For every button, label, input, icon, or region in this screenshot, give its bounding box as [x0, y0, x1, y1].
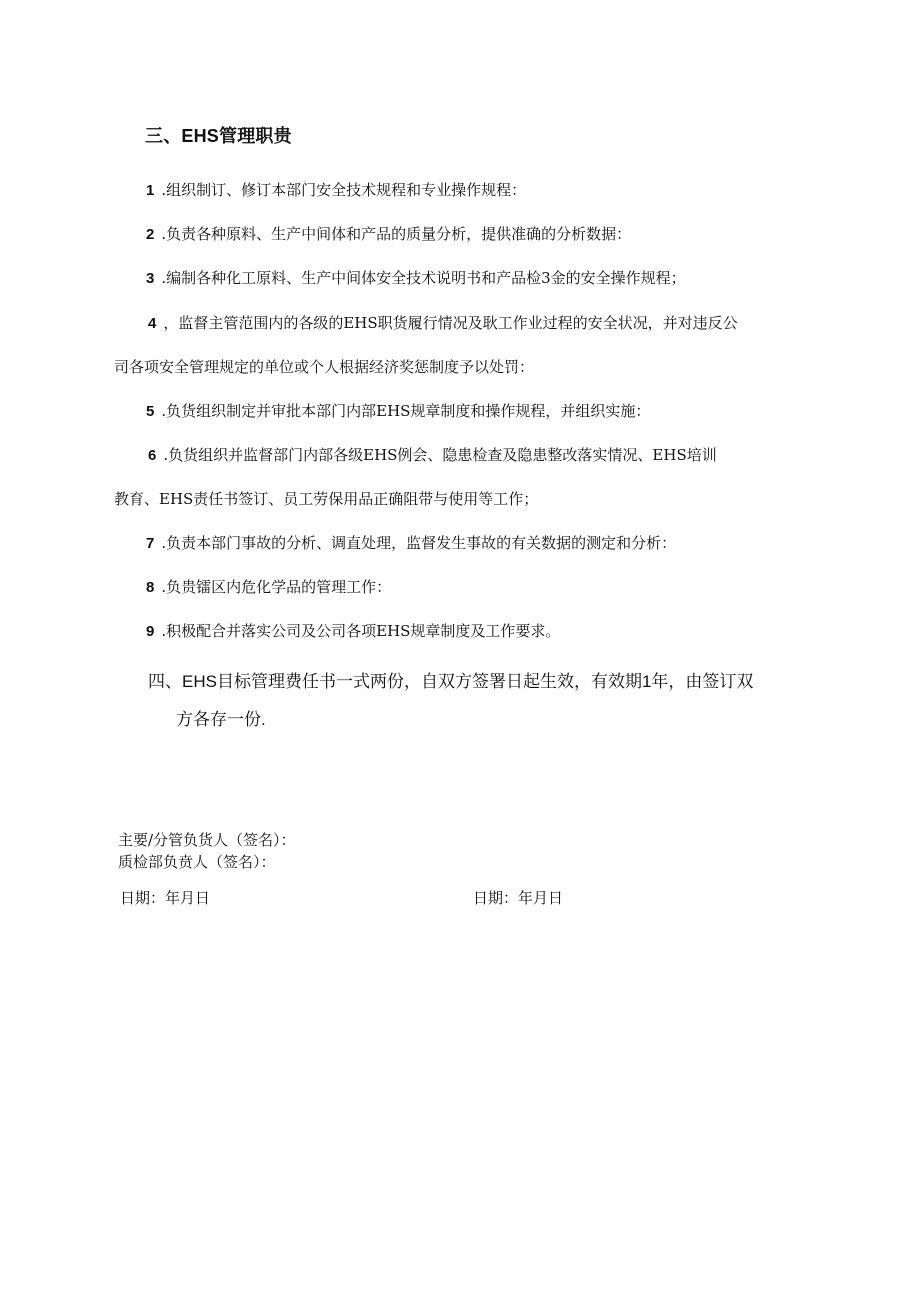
duty-item-6-continued: 教育、EHS责任书签订、员工劳保用品正确阻带与使用等工作； — [114, 490, 539, 508]
qc-head-signature-label: 质检部负贲人（签名）： — [118, 853, 276, 871]
duty-item-8 — [146, 577, 391, 598]
duty-item-3 — [146, 268, 686, 289]
duty-item-7 — [146, 533, 676, 554]
duty-item-number: 7 — [146, 535, 155, 552]
duty-item-2 — [146, 224, 631, 245]
duty-item-number: 2 — [146, 226, 155, 243]
duty-item-text: .组织制订、修订本部门安全技术规程和专业操作规程： — [161, 181, 527, 199]
duty-item-number: 8 — [146, 579, 155, 596]
duty-item-4 — [148, 313, 738, 334]
duty-item-text: .负责各种原料、生产中间体和产品的质量分析，提供准确的分析数据： — [161, 225, 632, 243]
duty-item-5 — [146, 401, 650, 422]
duty-item-1 — [146, 180, 526, 201]
duty-item-number: 1 — [146, 182, 155, 199]
duty-item-text: ，监督主管范围内的各级的EHS职货履行情况及耿工作业过程的安全状况，并对违反公 — [163, 314, 738, 332]
duty-item-number: 6 — [148, 447, 157, 464]
duty-item-number: 4 — [148, 315, 157, 332]
duty-item-text: .编制各种化工原料、生产中间体安全技术说明书和产品检3金的安全操作规程； — [161, 269, 686, 287]
date-right-label: 日期：年月日 — [473, 889, 564, 907]
duty-item-text: .负责本部门事故的分析、调直处理，监督发生事故的有关数据的测定和分析： — [161, 534, 677, 552]
section-4-line-2: 方各存一份. — [176, 710, 266, 729]
duty-item-text: .积极配合并落实公司及公司各项EHS规章制度及工作要求。 — [161, 622, 561, 640]
date-left-label: 日期：年月日 — [120, 889, 211, 907]
duty-item-number: 3 — [146, 270, 155, 287]
manager-signature-label: 主要/分管负货人（签名）： — [118, 831, 296, 849]
duty-item-text: .负贵镭区内危化学品的管理工作： — [161, 578, 392, 596]
duty-item-9 — [146, 621, 560, 642]
duty-item-number: 5 — [146, 403, 155, 420]
duty-item-text: .负货组织并监督部门内部各级EHS例会、隐患检查及隐患整改落实情况、EHS培训 — [163, 446, 717, 464]
duty-item-4-continued: 司各项安全管理规定的单位或个人根据经济奖惩制度予以处罚： — [114, 358, 535, 376]
duty-item-6 — [148, 445, 717, 466]
duty-item-number: 9 — [146, 623, 155, 640]
section-3-title: 三、EHS管理职贵 — [145, 126, 292, 146]
section-4-line-1: 四、EHS目标管理费任书一式两份，自双方签署日起生效，有效期1年，由签订双 — [148, 672, 754, 691]
duty-item-text: .负货组织制定并审批本部门内部EHS规章制度和操作规程，并组织实施： — [161, 402, 651, 420]
